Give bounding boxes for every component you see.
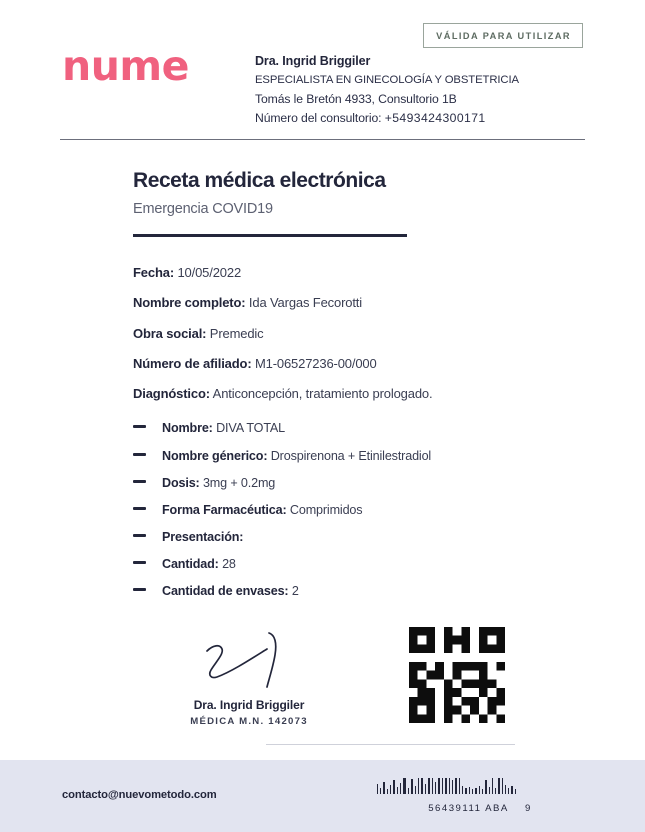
medication-item-label: Cantidad: [162,556,219,571]
dash-bullet-icon [133,561,146,564]
patient-field [133,325,645,342]
medication-list [133,421,645,599]
medication-item [133,557,645,572]
signature-license: MÉDICA M.N. 142073 [190,716,308,728]
medication-item-value: 3mg + 0.2mg [199,475,276,490]
medication-item-text [162,421,285,436]
patient-field-value: Anticoncepción, tratamiento prologado. [209,386,433,402]
signature-area [133,625,645,745]
signature-divider [266,744,515,745]
medication-item-label: Presentación: [162,529,244,544]
doctor-phone-label: Número del consultorio: [255,111,382,126]
patient-field-value: 10/05/2022 [174,265,242,280]
medication-item-text [162,584,299,599]
medication-item-label: Dosis: [162,475,200,490]
title-underline [133,234,407,237]
medication-item [133,476,645,491]
medication-item-label: Cantidad de envases: [162,584,289,599]
medication-item-text [162,530,243,545]
qr-code-icon [409,627,505,723]
patient-field-value: M1-06527236-00/000 [251,355,377,371]
medication-item-value: 2 [288,584,299,599]
dash-bullet-icon [133,507,146,510]
patient-field-value: Premedic [206,325,264,341]
barcode-icon [376,776,584,802]
medication-item-label: Nombre: [162,421,213,436]
patient-fields [133,264,645,402]
signature-block [154,625,344,727]
dash-bullet-icon [133,425,146,428]
patient-field [133,385,645,402]
medication-item-value: Drospirenona + Etinilestradiol [267,448,432,463]
patient-field-label: Diagnóstico: [133,386,210,402]
patient-field-label: Número de afiliado: [133,355,252,371]
page-subtitle: Emergencia COVID19 [133,201,273,217]
patient-field-label: Fecha: [133,265,175,280]
patient-field [133,264,645,281]
document-header [0,0,645,140]
medication-item [133,449,645,464]
doctor-phone-value: +5493424300171 [384,111,486,126]
medication-item [133,503,645,518]
patient-field-label: Nombre completo: [133,295,246,311]
qr-code [409,627,505,723]
document-footer [0,760,645,832]
medication-item-text [162,449,431,464]
doctor-name: Dra. Ingrid Briggiler [255,54,371,68]
medication-item-value: DIVA TOTAL [212,421,286,436]
document-body [0,140,645,760]
doctor-address: Tomás le Bretón 4933, Consultorio 1B [255,91,457,106]
signature-doctor-name: Dra. Ingrid Briggiler [193,698,305,713]
medication-item-label: Forma Farmacéutica: [162,502,287,517]
medication-item [133,584,645,599]
nume-logo: nume [62,42,189,90]
dash-bullet-icon [133,453,146,456]
barcode-number: 56439111 ABA 9 [428,803,532,814]
patient-field [133,294,645,311]
doctor-phone [255,109,519,129]
contact-email[interactable]: contacto@nuevometodo.com [62,789,217,801]
medication-item-value: 28 [218,556,236,571]
dash-bullet-icon [133,534,146,537]
medication-item [133,421,645,436]
validity-badge: VÁLIDA PARA UTILIZAR [423,23,583,48]
medication-item-value: Comprimidos [286,502,363,517]
patient-field-value: Ida Vargas Fecorotti [245,295,363,311]
medication-item-text [162,476,275,491]
medication-item [133,530,645,545]
medication-item-text [162,503,362,518]
patient-field [133,355,645,372]
barcode-block [376,776,584,814]
doctor-specialty: ESPECIALISTA EN GINECOLOGÍA Y OBSTETRICIA [255,74,519,87]
page-title: Receta médica electrónica [133,169,386,192]
dash-bullet-icon [133,480,146,483]
medication-item-label: Nombre génerico: [162,448,268,463]
handwritten-signature-icon [189,625,309,697]
medication-item-text [162,557,236,572]
dash-bullet-icon [133,588,146,591]
doctor-info-block [255,52,519,129]
patient-field-label: Obra social: [133,325,207,341]
